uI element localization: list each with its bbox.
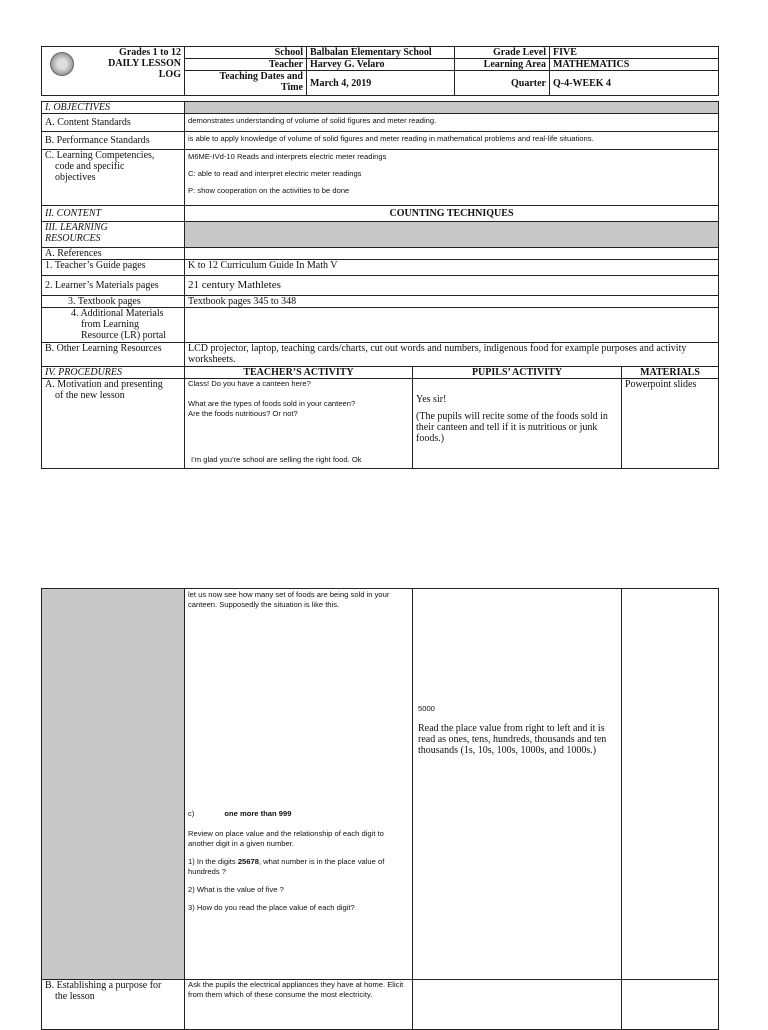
learning-area-value: MATHEMATICS bbox=[550, 59, 719, 71]
competencies-value bbox=[185, 150, 719, 206]
lesson-log-continued-table bbox=[41, 588, 719, 1030]
pupils-line-2: (The pupils will recite some of the foods sold in their canteen and tell if it is nutritious or junk foods.) bbox=[416, 411, 608, 444]
question-1-suffix: , what number is in the place value of hundreds ? bbox=[188, 857, 385, 876]
pupils-activity-header: PUPILS’ ACTIVITY bbox=[413, 367, 622, 379]
pupils-line-1: Yes sir! bbox=[416, 394, 447, 405]
deped-seal-icon bbox=[50, 52, 74, 76]
references-value bbox=[185, 248, 719, 260]
content-heading: II. CONTENT bbox=[42, 206, 185, 222]
content-value: COUNTING TECHNIQUES bbox=[185, 206, 719, 222]
objectives-heading-fill bbox=[185, 102, 719, 114]
teacher-line-4: I’m glad you’re school are selling the right food. Ok bbox=[191, 455, 362, 464]
resources-heading bbox=[42, 222, 185, 248]
header-left-cell bbox=[42, 47, 185, 96]
question-1-number: 25678 bbox=[237, 857, 259, 866]
competencies-label-line-1: C. Learning Competencies, bbox=[45, 150, 155, 161]
pupils-answer-5000: 5000 bbox=[418, 704, 435, 713]
dates-label-line-1: Teaching Dates and bbox=[219, 71, 303, 82]
lesson-log-header-table bbox=[41, 46, 719, 96]
competency-3: P: show cooperation on the activities to be done bbox=[188, 186, 350, 195]
purpose-materials bbox=[622, 980, 719, 1030]
competencies-label-line-3: objectives bbox=[55, 172, 96, 183]
teacher-label: Teacher bbox=[185, 59, 307, 71]
learning-area-label: Learning Area bbox=[455, 59, 550, 71]
lm-label: 2. Learner’s Materials pages bbox=[42, 276, 185, 296]
grade-level-value: FIVE bbox=[550, 47, 719, 59]
continued-teacher-activity bbox=[185, 589, 413, 980]
teacher-situation-text: let us now see how many set of foods are being sold in your canteen. Supposedly the situation is like this. bbox=[188, 590, 390, 609]
objectives-heading: I. OBJECTIVES bbox=[42, 102, 185, 114]
teacher-value: Harvey G. Velaro bbox=[307, 59, 455, 71]
tg-label: 1. Teacher’s Guide pages bbox=[42, 260, 185, 276]
content-standards-label: A. Content Standards bbox=[42, 114, 185, 132]
textbook-value: Textbook pages 345 to 348 bbox=[185, 296, 719, 308]
motivation-materials: Powerpoint slides bbox=[622, 379, 719, 469]
motivation-pupils-activity bbox=[413, 379, 622, 469]
question-2: 2) What is the value of five ? bbox=[188, 885, 284, 894]
purpose-pupils-activity bbox=[413, 980, 622, 1030]
log-title-2: LOG bbox=[158, 69, 181, 80]
content-standards-value: demonstrates understanding of volume of solid figures and meter reading. bbox=[185, 114, 719, 132]
competency-1: M6ME-IVd-10 Reads and interprets electric meter readings bbox=[188, 152, 387, 161]
teacher-line-2: What are the types of foods sold in your canteen? bbox=[188, 399, 356, 408]
resources-heading-fill bbox=[185, 222, 719, 248]
motivation-label-line-1: A. Motivation and presenting bbox=[45, 379, 163, 390]
additional-value bbox=[185, 308, 719, 343]
purpose-label-line-2: the lesson bbox=[55, 991, 95, 1002]
other-resources-label: B. Other Learning Resources bbox=[42, 343, 185, 367]
dates-label bbox=[185, 71, 307, 96]
motivation-label-line-2: of the new lesson bbox=[55, 390, 125, 401]
item-c-text: one more than 999 bbox=[224, 809, 292, 818]
dates-label-line-2: Time bbox=[280, 82, 303, 93]
purpose-label bbox=[42, 980, 185, 1030]
teacher-line-1: Class! Do you have a canteen here? bbox=[188, 379, 311, 388]
motivation-label bbox=[42, 379, 185, 469]
quarter-label: Quarter bbox=[455, 71, 550, 96]
references-label: A. References bbox=[42, 248, 185, 260]
resources-heading-line-2: RESOURCES bbox=[45, 233, 101, 244]
competencies-label bbox=[42, 150, 185, 206]
additional-label-line-1: 4. Additional Materials bbox=[71, 308, 164, 319]
continued-pupils-activity bbox=[413, 589, 622, 980]
question-3: 3) How do you read the place value of each digit? bbox=[188, 903, 355, 912]
dates-value: March 4, 2019 bbox=[307, 71, 455, 96]
performance-standards-label: B. Performance Standards bbox=[42, 132, 185, 150]
school-value: Balbalan Elementary School bbox=[307, 47, 455, 59]
lm-value: 21 century Mathletes bbox=[185, 276, 719, 296]
quarter-value: Q-4-WEEK 4 bbox=[550, 71, 719, 96]
performance-standards-value: is able to apply knowledge of volume of solid figures and meter reading in mathematical problems and real-life situations. bbox=[185, 132, 719, 150]
grade-level-label: Grade Level bbox=[455, 47, 550, 59]
resources-heading-line-1: III. LEARNING bbox=[45, 222, 108, 233]
textbook-label: 3. Textbook pages bbox=[42, 296, 185, 308]
review-block bbox=[188, 809, 409, 913]
purpose-label-line-1: B. Establishing a purpose for bbox=[45, 980, 162, 991]
item-c-letter: c) bbox=[188, 809, 195, 818]
school-label: School bbox=[185, 47, 307, 59]
pupils-place-value-answer: Read the place value from right to left and it is read as ones, tens, hundreds, thousands and ten thousands (1s, 10s, 100s, 1000s, and 1000s.) bbox=[418, 723, 607, 756]
review-text: Review on place value and the relationship of each digit to another digit in a given number. bbox=[188, 829, 384, 848]
pupils-answers bbox=[418, 704, 617, 756]
grades-label: Grades 1 to 12 bbox=[119, 47, 181, 58]
competency-2: C: able to read and interpret electric meter readings bbox=[188, 169, 362, 178]
continued-label-cell bbox=[42, 589, 185, 980]
question-1-prefix: 1) In the digits bbox=[188, 857, 238, 866]
log-title-1: DAILY LESSON bbox=[108, 58, 181, 69]
other-resources-value: LCD projector, laptop, teaching cards/charts, cut out words and numbers, indigenous food for example purposes and activity worksheets. bbox=[185, 343, 719, 367]
tg-value: K to 12 Curriculum Guide In Math V bbox=[185, 260, 719, 276]
motivation-teacher-activity bbox=[185, 379, 413, 469]
procedures-heading: IV. PROCEDURES bbox=[42, 367, 185, 379]
materials-header: MATERIALS bbox=[622, 367, 719, 379]
additional-label-line-3: Resource (LR) portal bbox=[81, 330, 166, 341]
additional-label-line-2: from Learning bbox=[81, 319, 140, 330]
purpose-teacher-activity: Ask the pupils the electrical appliances they have at home. Elicit from them which of these consume the most electricity. bbox=[185, 980, 413, 1030]
teacher-activity-header: TEACHER’S ACTIVITY bbox=[185, 367, 413, 379]
continued-materials bbox=[622, 589, 719, 980]
competencies-label-line-2: code and specific bbox=[55, 161, 125, 172]
lesson-log-body-table bbox=[41, 101, 719, 469]
additional-label bbox=[42, 308, 185, 343]
teacher-line-3: Are the foods nutritious? Or not? bbox=[188, 409, 298, 418]
